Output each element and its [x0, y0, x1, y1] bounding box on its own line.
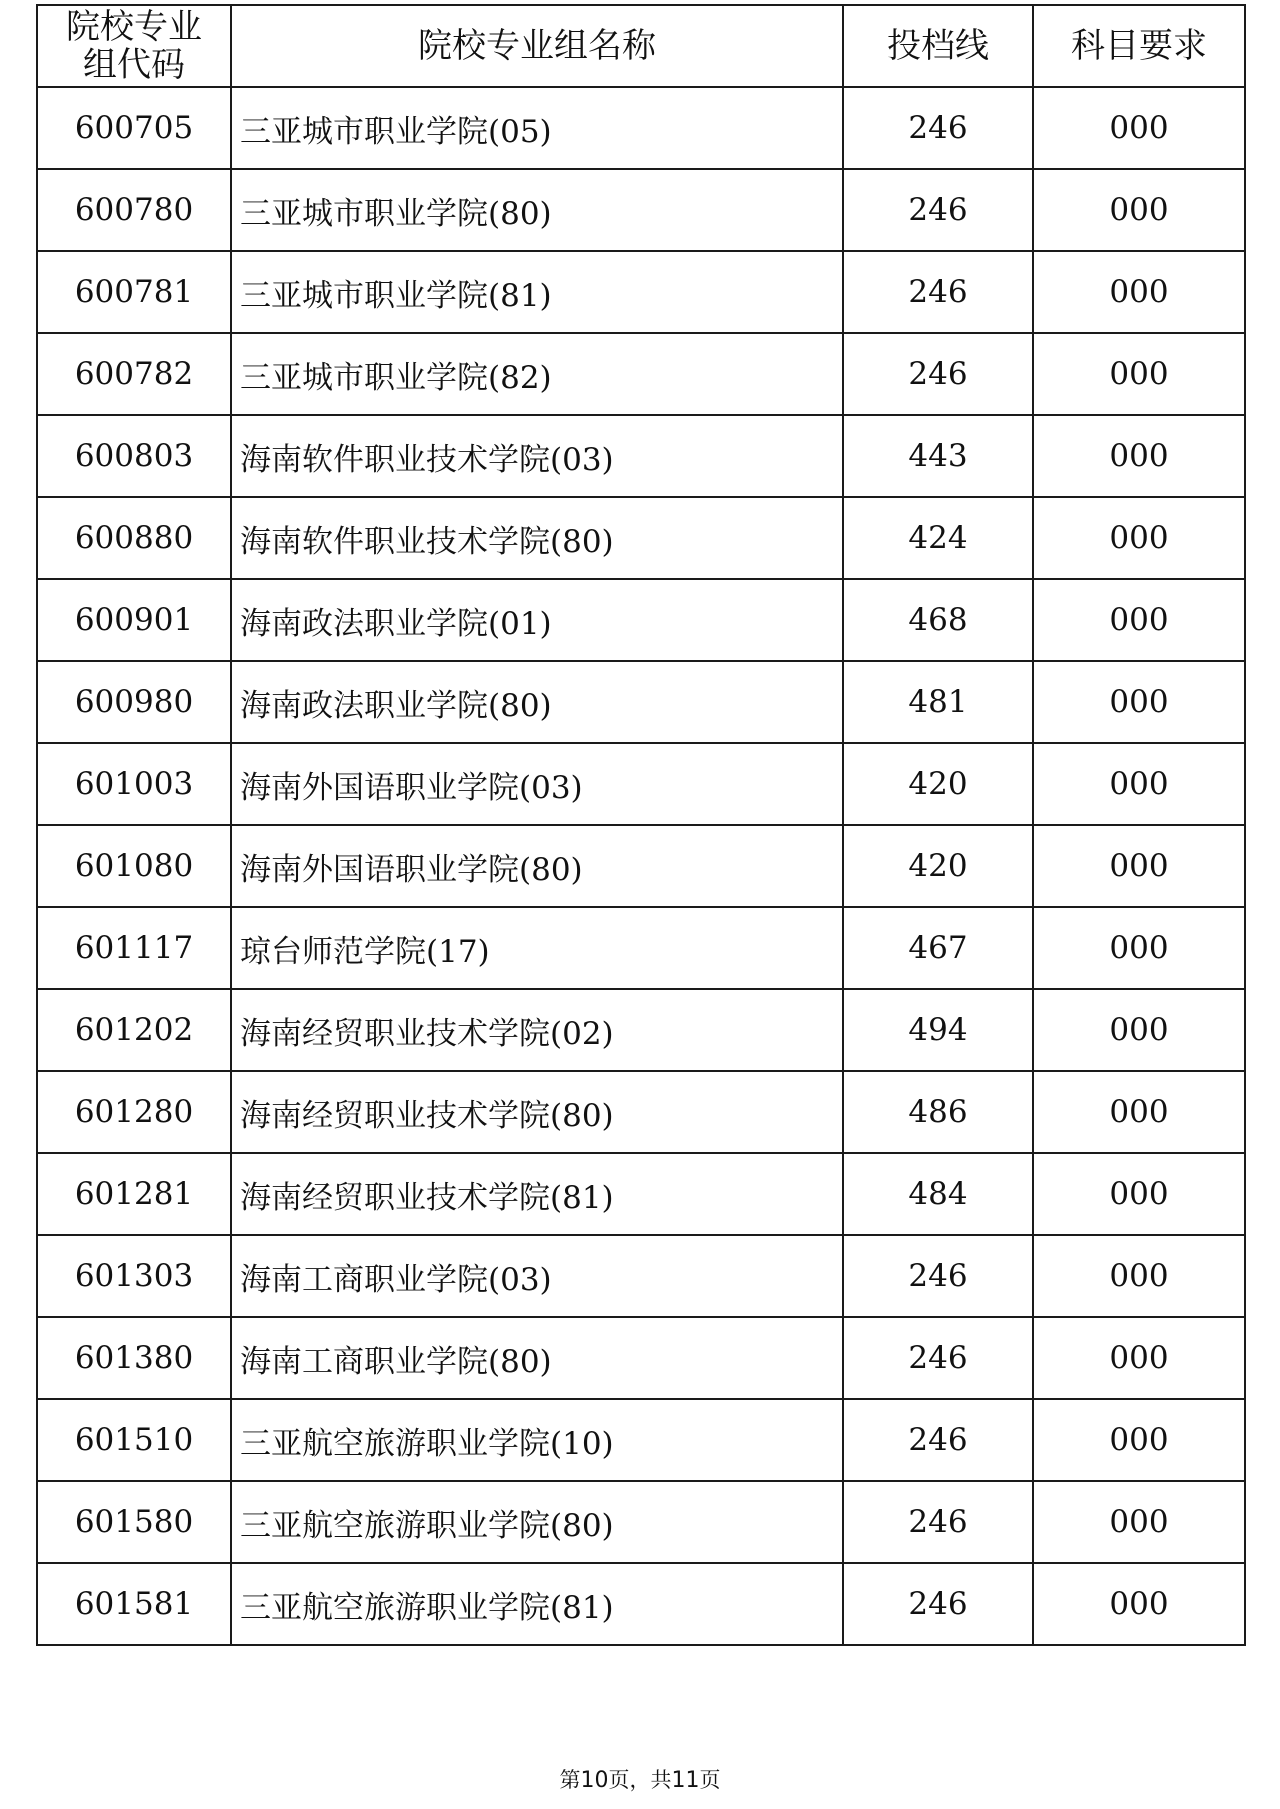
table-row — [37, 1317, 1245, 1399]
table-row — [37, 1563, 1245, 1645]
cell-score: 420 — [843, 825, 1033, 907]
cell-name: 海南外国语职业学院(03) — [231, 743, 843, 825]
cell-code: 600780 — [37, 169, 231, 251]
cell-code: 601380 — [37, 1317, 231, 1399]
cell-score: 246 — [843, 1563, 1033, 1645]
cell-name: 三亚航空旅游职业学院(80) — [231, 1481, 843, 1563]
table-row — [37, 87, 1245, 169]
cell-name: 海南政法职业学院(01) — [231, 579, 843, 661]
header-code: 院校专业组代码 — [37, 5, 231, 87]
cell-score: 443 — [843, 415, 1033, 497]
cell-score: 468 — [843, 579, 1033, 661]
page-prefix: 第 — [559, 1768, 581, 1792]
cell-code: 601280 — [37, 1071, 231, 1153]
cell-name: 三亚城市职业学院(80) — [231, 169, 843, 251]
table-row — [37, 579, 1245, 661]
table-row — [37, 907, 1245, 989]
cell-code: 600782 — [37, 333, 231, 415]
cell-code: 600901 — [37, 579, 231, 661]
table-row — [37, 1235, 1245, 1317]
cell-name: 海南工商职业学院(03) — [231, 1235, 843, 1317]
cell-requirement: 000 — [1033, 497, 1245, 579]
cell-requirement: 000 — [1033, 1481, 1245, 1563]
cell-score: 246 — [843, 1235, 1033, 1317]
cell-code: 601303 — [37, 1235, 231, 1317]
cell-name: 三亚航空旅游职业学院(10) — [231, 1399, 843, 1481]
cell-code: 601281 — [37, 1153, 231, 1235]
cell-requirement: 000 — [1033, 1235, 1245, 1317]
cell-requirement: 000 — [1033, 87, 1245, 169]
cell-score: 246 — [843, 87, 1033, 169]
cell-code: 601202 — [37, 989, 231, 1071]
page-mid: 页，共 — [608, 1768, 672, 1792]
cell-name: 海南软件职业技术学院(80) — [231, 497, 843, 579]
cell-requirement: 000 — [1033, 907, 1245, 989]
table-row — [37, 251, 1245, 333]
table-row — [37, 415, 1245, 497]
cell-score: 246 — [843, 169, 1033, 251]
cell-name: 三亚城市职业学院(81) — [231, 251, 843, 333]
cell-requirement: 000 — [1033, 1153, 1245, 1235]
table-row — [37, 1071, 1245, 1153]
page-footer — [0, 1764, 1280, 1794]
cell-code: 601117 — [37, 907, 231, 989]
table-row — [37, 743, 1245, 825]
cell-code: 600880 — [37, 497, 231, 579]
table-row — [37, 169, 1245, 251]
cell-score: 246 — [843, 251, 1033, 333]
table-row — [37, 497, 1245, 579]
table-row — [37, 333, 1245, 415]
header-score: 投档线 — [843, 5, 1033, 87]
cell-name: 三亚城市职业学院(82) — [231, 333, 843, 415]
cell-score: 246 — [843, 1399, 1033, 1481]
cell-score: 486 — [843, 1071, 1033, 1153]
table-row — [37, 989, 1245, 1071]
cell-requirement: 000 — [1033, 825, 1245, 907]
cell-code: 601003 — [37, 743, 231, 825]
cell-requirement: 000 — [1033, 579, 1245, 661]
cell-code: 601581 — [37, 1563, 231, 1645]
header-requirement: 科目要求 — [1033, 5, 1245, 87]
cell-name: 海南工商职业学院(80) — [231, 1317, 843, 1399]
cell-requirement: 000 — [1033, 743, 1245, 825]
cell-name: 海南经贸职业技术学院(02) — [231, 989, 843, 1071]
cell-score: 246 — [843, 333, 1033, 415]
page-suffix: 页 — [699, 1768, 721, 1792]
cell-requirement: 000 — [1033, 1399, 1245, 1481]
cell-score: 424 — [843, 497, 1033, 579]
table-row — [37, 661, 1245, 743]
cell-requirement: 000 — [1033, 1317, 1245, 1399]
cell-name: 海南政法职业学院(80) — [231, 661, 843, 743]
cell-code: 601580 — [37, 1481, 231, 1563]
cell-requirement: 000 — [1033, 169, 1245, 251]
cell-name: 海南经贸职业技术学院(80) — [231, 1071, 843, 1153]
table-row — [37, 1153, 1245, 1235]
cell-code: 600803 — [37, 415, 231, 497]
cell-code: 600781 — [37, 251, 231, 333]
table-header-row — [37, 5, 1245, 87]
cell-score: 420 — [843, 743, 1033, 825]
cell-requirement: 000 — [1033, 333, 1245, 415]
cell-name: 三亚航空旅游职业学院(81) — [231, 1563, 843, 1645]
cell-code: 600705 — [37, 87, 231, 169]
cell-name: 三亚城市职业学院(05) — [231, 87, 843, 169]
cell-score: 481 — [843, 661, 1033, 743]
cell-name: 海南软件职业技术学院(03) — [231, 415, 843, 497]
cell-requirement: 000 — [1033, 989, 1245, 1071]
cell-requirement: 000 — [1033, 251, 1245, 333]
admission-score-table — [36, 4, 1246, 1646]
cell-code: 600980 — [37, 661, 231, 743]
cell-requirement: 000 — [1033, 415, 1245, 497]
header-name: 院校专业组名称 — [231, 5, 843, 87]
table-row — [37, 1481, 1245, 1563]
cell-name: 琼台师范学院(17) — [231, 907, 843, 989]
table-body — [37, 87, 1245, 1645]
cell-code: 601510 — [37, 1399, 231, 1481]
cell-score: 246 — [843, 1481, 1033, 1563]
table-row — [37, 825, 1245, 907]
cell-requirement: 000 — [1033, 1563, 1245, 1645]
cell-score: 246 — [843, 1317, 1033, 1399]
cell-score: 467 — [843, 907, 1033, 989]
table-row — [37, 1399, 1245, 1481]
cell-score: 494 — [843, 989, 1033, 1071]
page-current: 10 — [580, 1768, 609, 1793]
cell-code: 601080 — [37, 825, 231, 907]
cell-name: 海南经贸职业技术学院(81) — [231, 1153, 843, 1235]
page-total: 11 — [671, 1768, 700, 1793]
cell-requirement: 000 — [1033, 1071, 1245, 1153]
cell-score: 484 — [843, 1153, 1033, 1235]
cell-requirement: 000 — [1033, 661, 1245, 743]
cell-name: 海南外国语职业学院(80) — [231, 825, 843, 907]
